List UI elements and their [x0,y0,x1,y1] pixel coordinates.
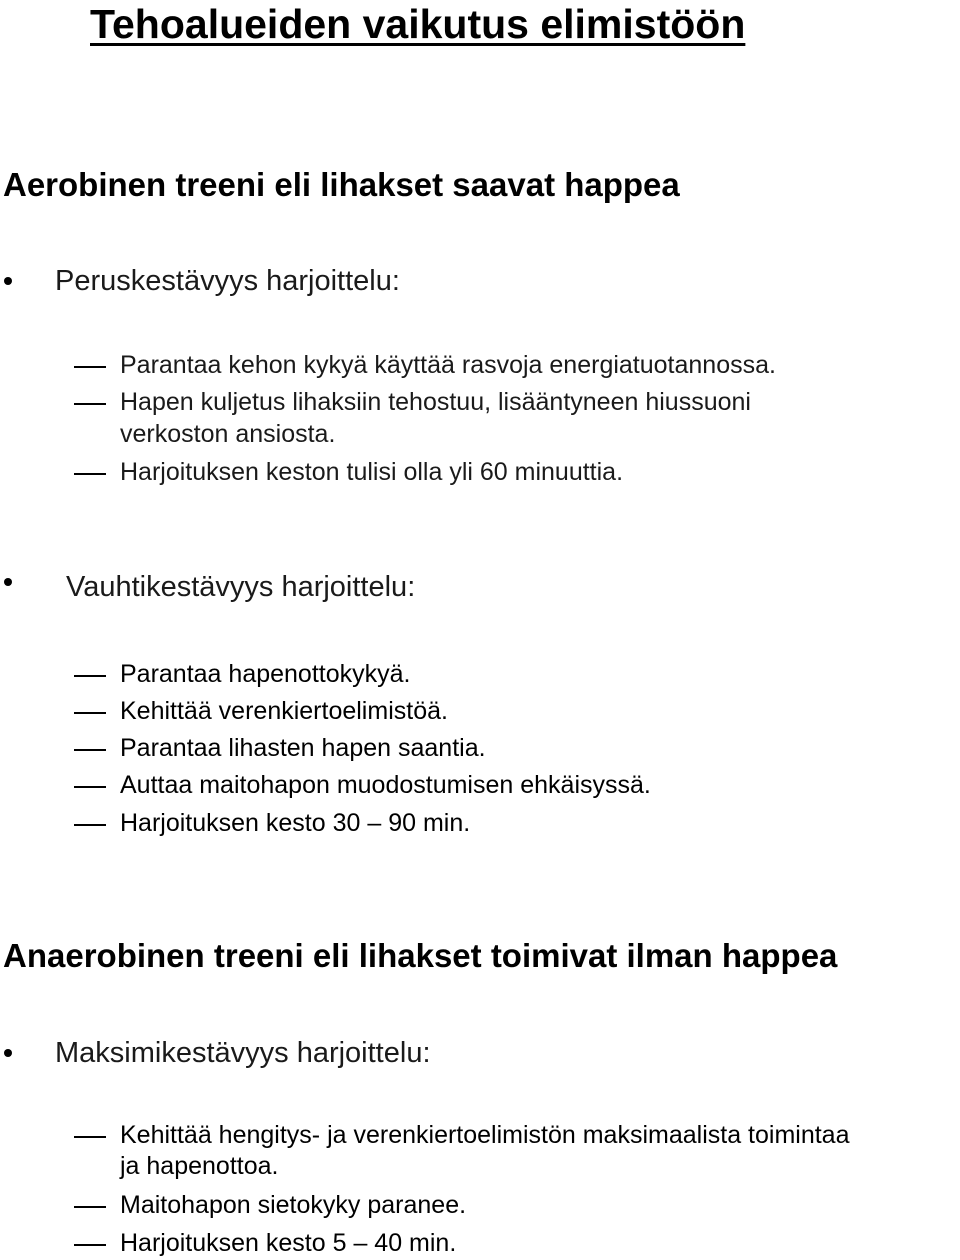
dash-icon [74,473,106,475]
dash-icon [74,749,106,751]
bullet-icon [4,277,12,285]
dash-icon [74,786,106,788]
list-item: Kehittää verenkiertoelimistöä. [120,697,448,725]
section-heading-aerobic: Aerobinen treeni eli lihakset saavat happea [3,166,680,203]
list-item: Maitohapon sietokyky paranee. [120,1191,467,1219]
list-item: Auttaa maitohapon muodostumisen ehkäisyssä. [120,771,651,799]
list-item: Hapen kuljetus lihaksiin tehostuu, lisääntyneen hiussuoni [120,388,751,416]
dash-icon [74,1244,106,1246]
list-item-continuation: verkoston ansiosta. [120,420,336,448]
page-title: Tehoalueiden vaikutus elimistöön [90,1,746,47]
dash-icon [74,824,106,826]
list-item: Harjoituksen kesto 5 – 40 min. [120,1229,457,1257]
group-label-max-endurance: Maksimikestävyys harjoittelu: [55,1037,431,1069]
list-item: Harjoituksen kesto 30 – 90 min. [120,809,471,837]
section-heading-anaerobic: Anaerobinen treeni eli lihakset toimivat ilman happea [3,937,838,974]
bullet-icon [4,1049,12,1057]
list-item-continuation: ja hapenottoa. [120,1152,279,1180]
dash-icon [74,366,106,368]
group-label-basic-endurance: Peruskestävyys harjoittelu: [55,265,400,297]
list-item: Harjoituksen keston tulisi olla yli 60 minuuttia. [120,458,624,486]
dash-icon [74,675,106,677]
list-item: Parantaa lihasten hapen saantia. [120,734,486,762]
dash-icon [74,1206,106,1208]
dash-icon [74,712,106,714]
list-item: Kehittää hengitys- ja verenkiertoelimistön maksimaalista toimintaa [120,1121,850,1149]
dash-icon [74,403,106,405]
group-label-tempo-endurance: Vauhtikestävyys harjoittelu: [66,571,416,603]
dash-icon [74,1136,106,1138]
list-item: Parantaa kehon kykyä käyttää rasvoja energiatuotannossa. [120,351,776,379]
list-item: Parantaa hapenottokykyä. [120,660,411,688]
bullet-icon [4,578,12,586]
